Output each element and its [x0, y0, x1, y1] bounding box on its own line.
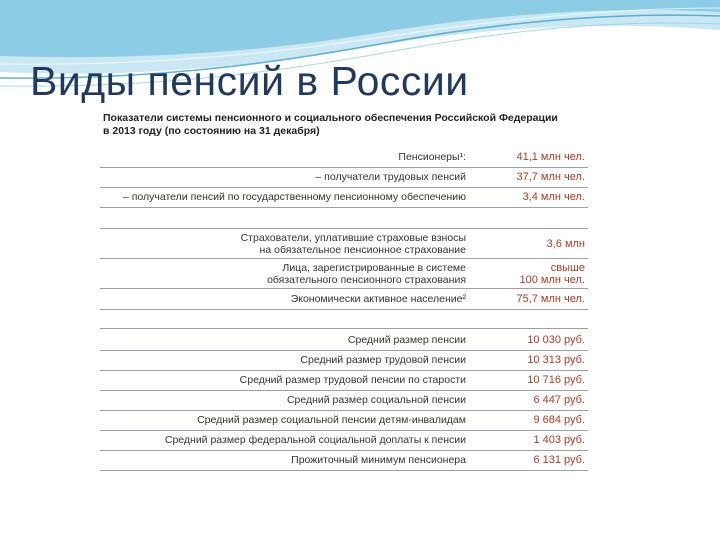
table-row [100, 391, 588, 411]
row-value: 10 030 руб. [527, 334, 585, 346]
table-divider [100, 328, 588, 329]
row-label: Пенсионеры¹: [398, 151, 466, 163]
row-label: Средний размер социальной пенсии детям-инвалидам [197, 414, 466, 426]
row-label: Экономически активное население² [290, 293, 466, 305]
row-value: 75,7 млн чел. [516, 293, 585, 305]
pension-statistics-table [100, 110, 590, 480]
row-label: – получатели пенсий по государственному пенсионному обеспечению [122, 191, 466, 203]
table-heading-line-2: в 2013 году (по состоянию на 31 декабря) [103, 125, 320, 137]
row-label: Средний размер трудовой пенсии [300, 354, 466, 366]
row-label-line-2: на обязательное пенсионное страхование [259, 244, 466, 256]
table-divider [100, 228, 588, 229]
table-row [100, 290, 588, 310]
row-label: Средний размер федеральной социальной доплаты к пенсии [164, 434, 466, 446]
row-value: 6 131 руб. [533, 454, 585, 466]
row-label: – получатели трудовых пенсий [315, 171, 466, 183]
table-heading [103, 112, 583, 138]
table-row [100, 188, 588, 208]
row-value: 10 313 руб. [527, 354, 585, 366]
row-label-line-1: Страхователи, уплатившие страховые взносы [240, 232, 466, 244]
table-row [100, 230, 588, 259]
row-value-line-2: 100 млн чел. [519, 274, 585, 286]
table-row [100, 431, 588, 451]
row-label: Средний размер трудовой пенсии по старости [239, 374, 466, 386]
table-row [100, 351, 588, 371]
row-value: 6 447 руб. [533, 394, 585, 406]
row-value: 3,4 млн чел. [522, 191, 585, 203]
table-row [100, 331, 588, 351]
table-row [100, 260, 588, 289]
row-value: 37,7 млн чел. [516, 171, 585, 183]
table-row [100, 168, 588, 188]
row-label: Прожиточный минимум пенсионера [291, 454, 466, 466]
row-label-line-1: Лица, зарегистрированные в системе [282, 262, 466, 274]
table-row [100, 451, 588, 471]
table-row [100, 411, 588, 431]
table-row [100, 371, 588, 391]
row-value: 3,6 млн [546, 238, 585, 250]
slide-title: Виды пенсий в России [30, 58, 469, 104]
row-label: Средний размер пенсии [347, 334, 466, 346]
table-heading-line-1: Показатели системы пенсионного и социального обеспечения Российской Федерации [103, 112, 558, 124]
row-value: 10 716 руб. [527, 374, 585, 386]
row-value: 1 403 руб. [533, 434, 585, 446]
row-value: 9 684 руб. [533, 414, 585, 426]
row-label: Средний размер социальной пенсии [286, 394, 466, 406]
table-row [100, 148, 588, 168]
row-value: 41,1 млн чел. [516, 151, 585, 163]
row-value-line-1: свыше [550, 262, 585, 274]
row-label-line-2: обязательного пенсионного страхования [267, 274, 466, 286]
